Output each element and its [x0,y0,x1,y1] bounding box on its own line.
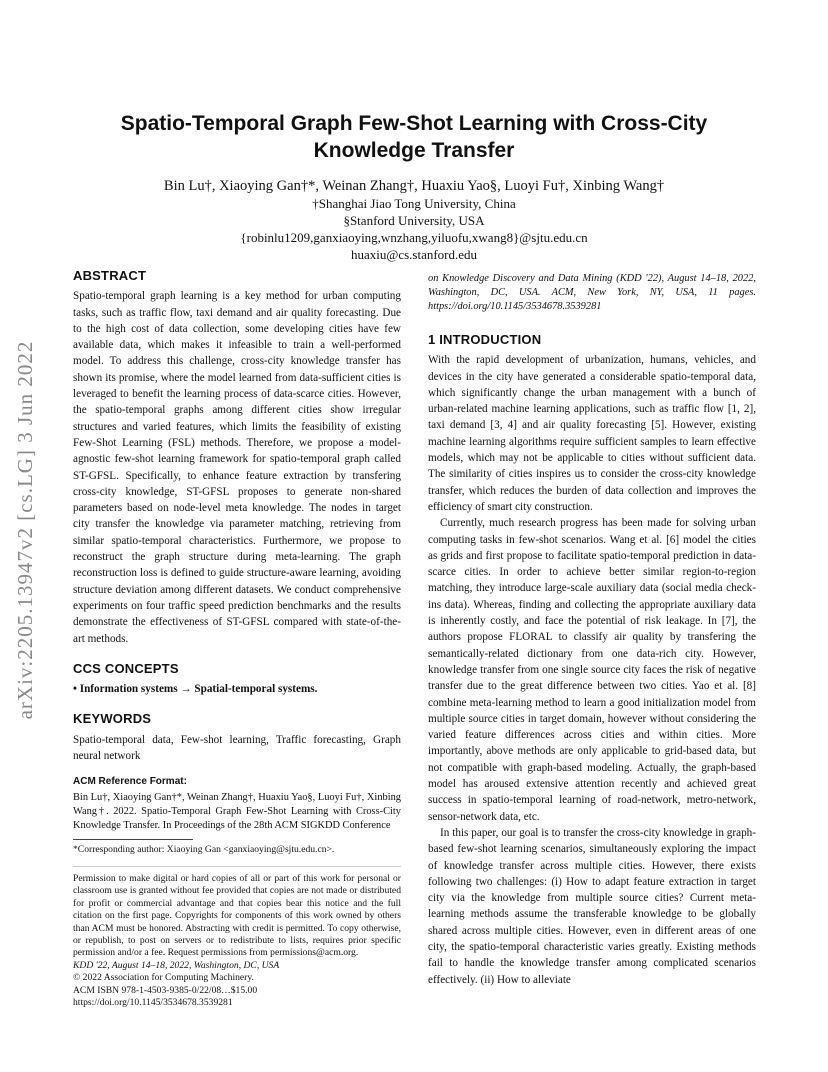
paper-title [60,110,768,164]
right-column [428,272,756,988]
isbn-line: ACM ISBN 978-1-4503-9385-0/22/08…$15.00 [73,984,258,996]
permission-notice: Permission to make digital or hard copies of all or part of this work for personal or classroom use is granted without fee provided that copies are not made or distributed for profit or commercial advantage and that copies bear this notice and the full citation on the first page. Copyrights for components of this work owned by others than ACM must be honored. Abstracting with credit is permitted. To copy otherwise, or republish, to post on servers or to redistribute to lists, requires prior specific permission and/or a fee. Request permissions from permissions@acm.org. [73,873,401,959]
introduction-heading: 1 INTRODUCTION [428,332,542,347]
intro-paragraph-1: With the rapid development of urbanization, humans, vehicles, and devices in the city have generated a considerable spatio-temporal data, which significantly change the urban management with a bunch of urban-related machine learning applications, such as traffic flow [1, 2], taxi demand [3, 4] and air quality forecasting [5]. However, existing machine learning algorithms require sufficient samples to learn effective models, which may not be applicable to cities without sufficient data. The similarity of cities inspires us to consider the cross-city knowledge transfer, which reduces the burden of data collection and improves the efficiency of smart city construction. [428,354,756,513]
conference-line: KDD '22, August 14–18, 2022, Washington, DC, USA [73,959,280,971]
affiliation-stanford: §Stanford University, USA [343,213,485,228]
footnote-rule [73,839,193,840]
acm-ref-heading: ACM Reference Format: [73,776,187,788]
title-line-1: Spatio-Temporal Graph Few-Shot Learning with Cross-City [120,112,708,135]
copyright-line: © 2022 Association for Computing Machinery. [73,972,254,984]
affiliation-sjtu: †Shanghai Jiao Tong University, China [312,196,516,211]
doi-line[interactable]: https://doi.org/10.1145/3534678.3539281 [73,997,233,1009]
ccs-heading: CCS CONCEPTS [73,660,179,676]
author-list: Bin Lu†, Xiaoying Gan†*, Weinan Zhang†, Huaxiu Yao§, Luoyi Fu†, Xinbing Wang† [163,178,665,194]
intro-paragraph-3: In this paper, our goal is to transfer the cross-city knowledge in graph-based few-shot learning scenarios, simultaneously exploring the impact of knowledge transfer across multiple cities. However, there exists following two challenges: (i) How to adapt feature extraction in target city via the knowledge from multiple source cities? Current meta-learning methods assume the transferable knowledge to be globally shared across multiple cities. However, even in different areas of one city, the spatio-temporal characteristic varies greatly. Existing methods fail to handle the knowledge transfer among complicated scenarios effectively. (ii) How to alleviate [428,826,756,986]
intro-paragraph-2: Currently, much research progress has been made for solving urban computing tasks in few-shot scenarios. Wang et al. [6] model the cities as grids and first propose to facilitate spatio-temporal prediction in data-scarce cities. In order to achieve better similar region-to-region matching, they introduce large-scale auxiliary data (social media check-ins data). Whereas, finding and collecting the appropriate auxiliary data is inherently costly, and face the potential of risk leakage. In [7], the authors propose FLORAL to classify air quality by transfering the semantically-related dictionary from one data-rich city. However, knowledge transfer from one single source city faces the risk of negative transfer due to the great difference between two cities. Yao et al. [8] combine meta-learning method to learn a good initialization model from multiple source cities in target domain, however without considering the varied feature differences across cities and within cities. More importantly, above methods are only applicable to grid-based data, but not compatible with graph-based modeling. Actually, the graph-based model has aroused extensive attention recently and achieved great success in spatio-temporal learning of road-network, metro-network, sensor-network data, etc. [428,517,756,823]
title-line-2: Knowledge Transfer [313,139,515,162]
left-column [73,268,401,1009]
email-stanford: huaxiu@cs.stanford.edu [350,247,478,262]
ccs-text: • Information systems → Spatial-temporal systems. [73,683,318,696]
keywords-heading: KEYWORDS [73,711,152,727]
arxiv-stamp: arXiv:2205.13947v2 [cs.LG] 3 Jun 2022 [13,340,37,720]
abstract-heading: ABSTRACT [73,268,147,283]
corresponding-author: *Corresponding author: Xiaoying Gan <ganxiaoying@sjtu.edu.cn>. [73,843,335,855]
permission-divider [73,866,401,867]
abstract-text: Spatio-temporal graph learning is a key method for urban computing tasks, such as traffic flow, taxi demand and air quality forecasting. Due to the high cost of data collection, some developing cities have few available data, which makes it infeasible to train a well-performed model. To address this challenge, cross-city knowledge transfer has shown its promise, where the model learned from data-sufficient cities is leveraged to benefit the learning process of data-scarce cities. However, the spatio-temporal graphs among different cities show irregular structures and varied features, which limits the feasibility of existing Few-Shot Learning (FSL) methods. Therefore, we propose a model-agnostic few-shot learning framework for spatio-temporal graph called ST-GFSL. Specifically, to enhance feature extraction by transfering cross-city knowledge, ST-GFSL proposes to generate non-shared parameters based on node-level meta knowledge. The nodes in target city transfer the knowledge via parameter matching, retrieving from similar spatio-temporal characteristics. Furthermore, we propose to reconstruct the graph structure during meta-learning. The graph reconstruction loss is defined to guide structure-aware learning, avoiding structure deviation among different datasets. We conduct comprehensive experiments on four traffic speed prediction benchmarks and the results demonstrate the effectiveness of ST-GFSL compared with state-of-the-art methods. [73,290,401,645]
keywords-text: Spatio-temporal data, Few-shot learning, Traffic forecasting, Graph neural network [73,733,401,763]
acm-ref-continued: on Knowledge Discovery and Data Mining (KDD '22), August 14–18, 2022, Washington, DC, USA. ACM, New York, NY, USA, 11 pages. https://doi.org/10.1145/3534678.3539281 [428,273,756,312]
acm-ref-text: Bin Lu†, Xiaoying Gan†*, Weinan Zhang†, Huaxiu Yao§, Luoyi Fu†, Xinbing Wang†. 2022. Spatio-Temporal Graph Few-Shot Learning with Cross-City Knowledge Transfer. In Proceedings of the 28th ACM SIGKDD Conference [73,791,401,831]
emails-sjtu: {robinlu1209,ganxiaoying,wnzhang,yiluofu,xwang8}@sjtu.edu.cn [240,230,588,245]
